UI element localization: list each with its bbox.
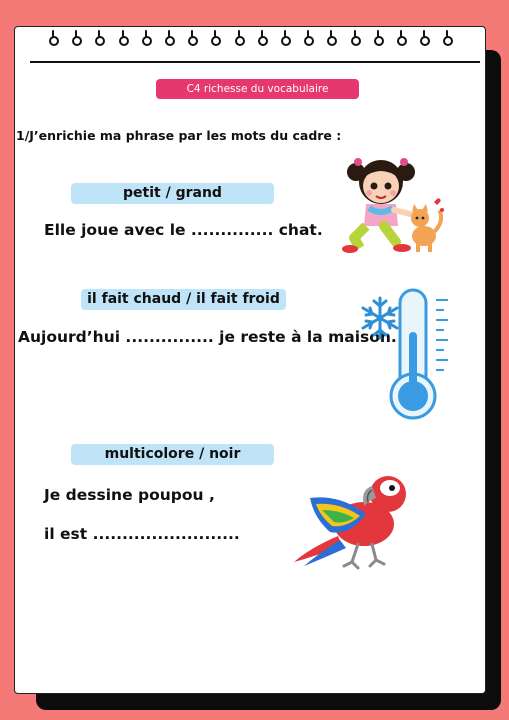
word-box-weather: il fait chaud / il fait froid — [81, 289, 286, 310]
spiral-ring — [303, 30, 313, 46]
sentence-3-line-2: il est ......................... — [44, 525, 240, 543]
parrot-illustration — [290, 466, 414, 572]
spiral-ring — [187, 30, 197, 46]
sentence-1: Elle joue avec le .............. chat. — [44, 221, 323, 239]
word-box-size: petit / grand — [71, 183, 274, 204]
spiral-ring — [350, 30, 360, 46]
word-box-color: multicolore / noir — [71, 444, 274, 465]
spiral-ring — [210, 30, 220, 46]
spiral-ring — [373, 30, 383, 46]
spiral-ring — [419, 30, 429, 46]
spiral-ring — [280, 30, 290, 46]
girl-with-cat-illustration — [336, 152, 448, 258]
spiral-ring — [234, 30, 244, 46]
spiral-ring — [164, 30, 174, 46]
spiral-ring — [442, 30, 452, 46]
instruction-text: 1/J’enrichie ma phrase par les mots du cadre : — [16, 128, 342, 143]
header-rule — [30, 61, 480, 63]
spiral-binding — [48, 30, 468, 50]
sentence-3-line-1: Je dessine poupou , — [44, 486, 215, 504]
spiral-ring — [71, 30, 81, 46]
spiral-ring — [118, 30, 128, 46]
thermometer-with-snowflake-illustration — [360, 288, 452, 424]
spiral-ring — [326, 30, 336, 46]
spiral-ring — [48, 30, 58, 46]
spiral-ring — [396, 30, 406, 46]
spiral-ring — [257, 30, 267, 46]
spiral-ring — [94, 30, 104, 46]
sentence-2: Aujourd’hui ............... je reste à la maison. — [18, 328, 397, 346]
lesson-title-badge: C4 richesse du vocabulaire — [156, 79, 359, 99]
spiral-ring — [141, 30, 151, 46]
